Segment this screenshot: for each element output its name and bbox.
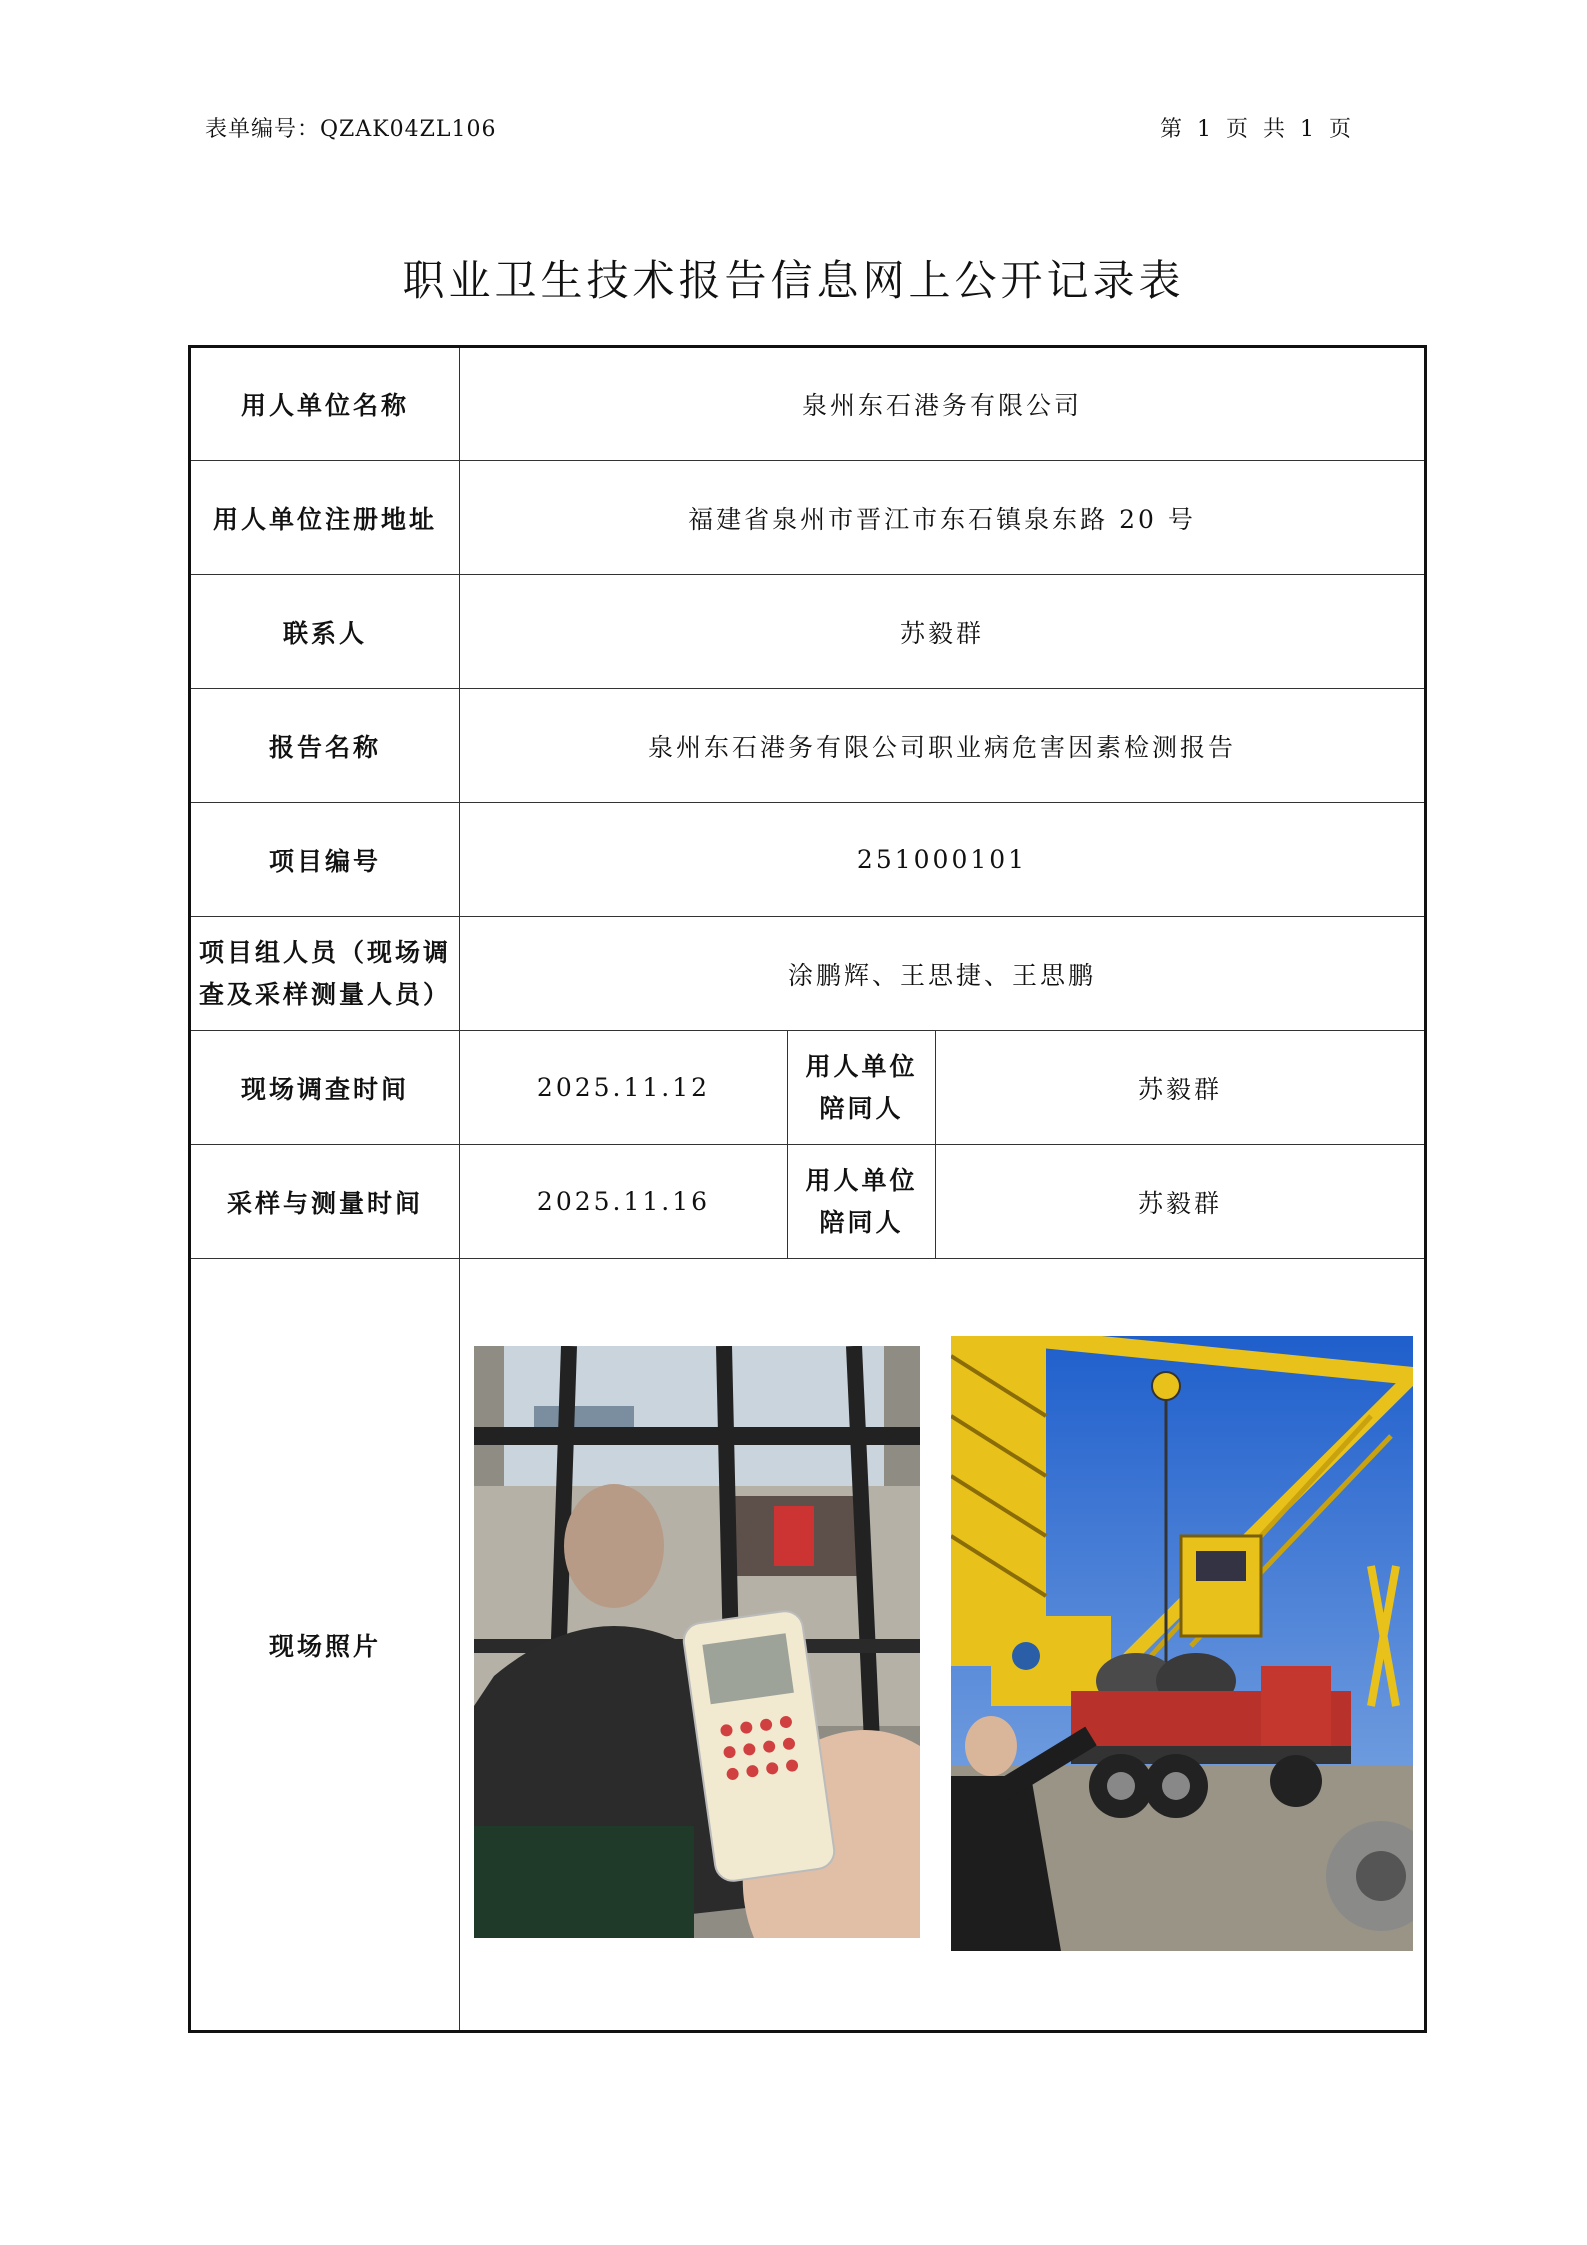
row-site-survey [190,1031,1426,1145]
team-members-value: 涂鹏辉、王思捷、王思鹏 [460,917,1426,1031]
row-team-members [190,917,1426,1031]
project-number-value: 251000101 [460,803,1426,917]
photos-label: 现场照片 [190,1259,460,2032]
row-photos [190,1259,1426,2032]
row-employer-name [190,347,1426,461]
contact-value: 苏毅群 [460,575,1426,689]
employer-name-value: 泉州东石港务有限公司 [460,347,1426,461]
employer-address-label: 用人单位注册地址 [190,461,460,575]
site-survey-date: 2025.11.12 [460,1031,788,1145]
photo-crane-cab [474,1346,920,1938]
sampling-label: 采样与测量时间 [190,1145,460,1259]
sampling-companion-label: 用人单位陪同人 [788,1145,936,1259]
photos-container [460,1259,1424,2030]
row-project-number [190,803,1426,917]
photo-crane-cab-image [474,1346,920,1938]
report-name-label: 报告名称 [190,689,460,803]
employer-address-value: 福建省泉州市晋江市东石镇泉东路 20 号 [460,461,1426,575]
form-number: 表单编号：QZAK04ZL106 [205,117,497,142]
record-table [188,345,1427,2033]
row-sampling [190,1145,1426,1259]
sampling-date: 2025.11.16 [460,1145,788,1259]
contact-label: 联系人 [190,575,460,689]
team-members-label: 项目组人员（现场调查及采样测量人员） [190,917,460,1031]
page-title: 职业卫生技术报告信息网上公开记录表 [402,256,1185,305]
sampling-companion: 苏毅群 [936,1145,1426,1259]
photo-port-crane [951,1336,1413,1951]
row-report-name [190,689,1426,803]
photos-cell [460,1259,1426,2032]
row-employer-address [190,461,1426,575]
project-number-label: 项目编号 [190,803,460,917]
photo-port-crane-image [951,1336,1413,1951]
employer-name-label: 用人单位名称 [190,347,460,461]
page-info: 第 1 页 共 1 页 [1160,117,1355,142]
row-contact [190,575,1426,689]
site-survey-companion-label: 用人单位陪同人 [788,1031,936,1145]
site-survey-companion: 苏毅群 [936,1031,1426,1145]
report-name-value: 泉州东石港务有限公司职业病危害因素检测报告 [460,689,1426,803]
site-survey-label: 现场调查时间 [190,1031,460,1145]
